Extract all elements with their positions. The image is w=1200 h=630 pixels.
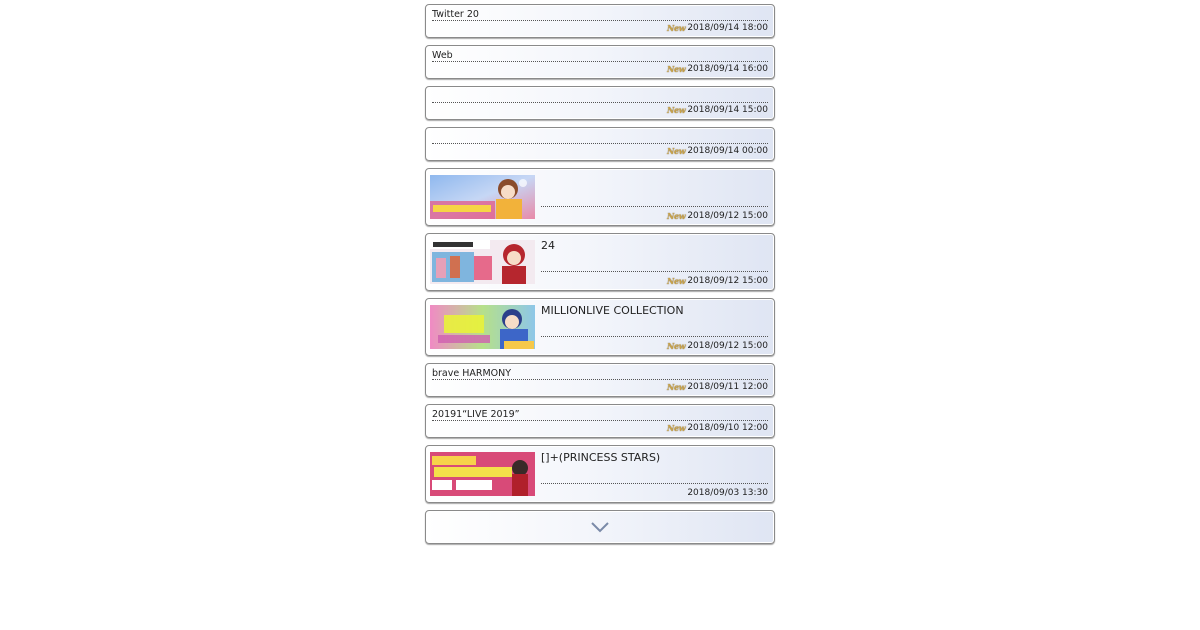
news-date: 2018/09/14 16:00 — [687, 64, 768, 74]
new-badge: New — [666, 105, 686, 115]
dotted-divider — [541, 206, 768, 207]
news-item[interactable] — [425, 127, 775, 161]
new-badge: New — [666, 211, 686, 221]
dotted-divider — [541, 336, 768, 337]
news-item[interactable] — [425, 168, 775, 226]
news-meta — [667, 423, 768, 433]
news-date: 2018/09/03 13:30 — [687, 488, 768, 498]
news-banner-image — [430, 452, 535, 496]
new-badge: New — [666, 64, 686, 74]
news-item[interactable] — [425, 4, 775, 38]
news-meta — [667, 341, 768, 351]
news-date: 2018/09/14 00:00 — [687, 146, 768, 156]
chevron-down-icon — [590, 521, 610, 533]
dotted-divider — [432, 420, 768, 421]
new-badge: New — [666, 341, 686, 351]
dotted-divider — [432, 61, 768, 62]
news-date: 2018/09/12 15:00 — [687, 211, 768, 221]
new-badge: New — [666, 23, 686, 33]
news-item[interactable] — [425, 233, 775, 291]
news-item[interactable] — [425, 445, 775, 503]
news-meta — [667, 105, 768, 115]
news-meta — [667, 23, 768, 33]
news-banner-image — [430, 240, 535, 284]
dotted-divider — [541, 483, 768, 484]
dotted-divider — [432, 143, 768, 144]
news-title: Web — [432, 50, 453, 61]
news-date: 2018/09/12 15:00 — [687, 341, 768, 351]
dotted-divider — [432, 20, 768, 21]
new-badge: New — [666, 146, 686, 156]
news-meta — [667, 64, 768, 74]
new-badge: New — [666, 382, 686, 392]
news-meta — [687, 488, 768, 498]
news-meta — [667, 146, 768, 156]
news-meta — [667, 382, 768, 392]
news-date: 2018/09/14 18:00 — [687, 23, 768, 33]
news-title: brave HARMONY — [432, 368, 512, 379]
news-date: 2018/09/11 12:00 — [687, 382, 768, 392]
news-item[interactable] — [425, 404, 775, 438]
news-title: 24 — [541, 239, 555, 252]
news-title: MILLIONLIVE COLLECTION — [541, 304, 684, 317]
new-badge: New — [666, 276, 686, 286]
news-item[interactable] — [425, 86, 775, 120]
news-list — [425, 4, 775, 544]
news-item[interactable] — [425, 298, 775, 356]
news-meta — [667, 276, 768, 286]
load-more-button[interactable] — [425, 510, 775, 544]
dotted-divider — [541, 271, 768, 272]
news-item[interactable] — [425, 45, 775, 79]
news-title: Twitter 20 — [432, 9, 479, 20]
news-title: 20191“LIVE 2019” — [432, 409, 520, 420]
new-badge: New — [666, 423, 686, 433]
news-date: 2018/09/12 15:00 — [687, 276, 768, 286]
news-meta — [667, 211, 768, 221]
news-date: 2018/09/10 12:00 — [687, 423, 768, 433]
news-banner-image — [430, 175, 535, 219]
news-date: 2018/09/14 15:00 — [687, 105, 768, 115]
news-item[interactable] — [425, 363, 775, 397]
dotted-divider — [432, 102, 768, 103]
news-banner-image — [430, 305, 535, 349]
dotted-divider — [432, 379, 768, 380]
news-title: []+(PRINCESS STARS) — [541, 451, 661, 464]
